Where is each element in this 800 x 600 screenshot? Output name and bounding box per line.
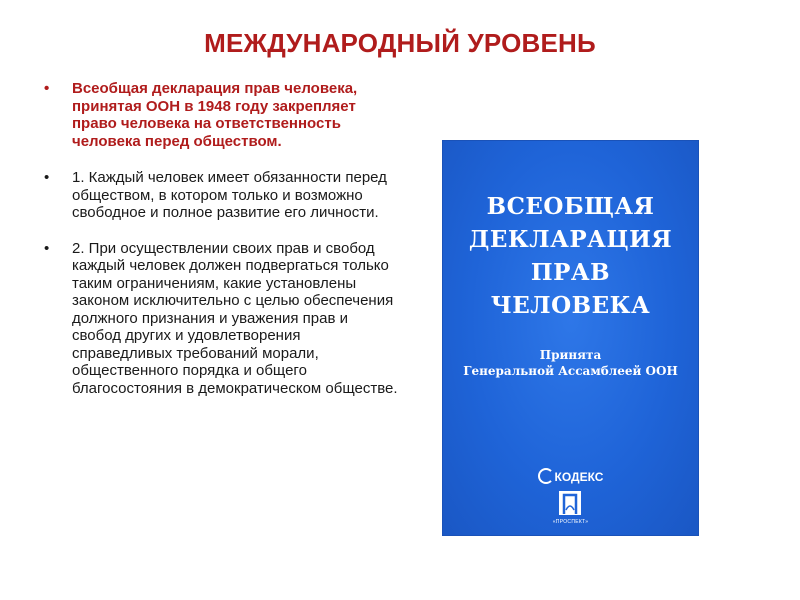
bullet-item-declaration <box>44 80 399 150</box>
imprint-label: «ПРОСПЕКТ» <box>552 519 589 525</box>
publisher-name: КОДЕКС <box>554 470 604 484</box>
bullet-text: 1. Каждый человек имеет обязанности перед обществом, в котором только и возможно свободное и полное развитие его личности. <box>72 169 387 221</box>
book-title <box>442 190 699 322</box>
bullet-item-article-1 <box>44 169 399 222</box>
book-subtitle <box>442 347 699 379</box>
bullet-marker: • <box>44 239 50 257</box>
bullet-text: Всеобщая декларация прав человека, принятая ООН в 1948 году закрепляет право человека на ответственность человека перед обществом. <box>72 80 358 150</box>
book-title-line: ПРАВ <box>530 259 611 286</box>
bullet-item-article-2 <box>44 240 399 398</box>
prospekt-logo-icon <box>558 490 582 516</box>
slide-title: МЕЖДУНАРОДНЫЙ УРОВЕНЬ <box>204 28 596 58</box>
book-title-line: ЧЕЛОВЕКА <box>490 292 651 319</box>
book-cover-image <box>442 140 699 536</box>
bullet-marker: • <box>44 80 50 97</box>
book-title-line: ВСЕОБЩАЯ <box>486 193 655 220</box>
book-subtitle-line: Генеральной Ассамблеей ООН <box>463 364 678 378</box>
bullet-list <box>44 80 399 415</box>
bullet-marker: • <box>44 169 50 186</box>
kodeks-swoosh-icon <box>538 468 554 484</box>
book-title-line: ДЕКЛАРАЦИЯ <box>468 226 673 253</box>
book-subtitle-line: Принята <box>539 348 602 362</box>
bullet-text: 2. При осуществлении своих прав и свобод каждый человек должен подвергаться только таким ограничениям, какие установлены законом исключительно с целью обеспечения должного признания и уважения прав и свобод других и удовлетворения справедливых требований морали, общественного порядка и общего благосостояния в демократическом обществе. <box>72 239 398 397</box>
kodeks-logo <box>442 468 699 484</box>
